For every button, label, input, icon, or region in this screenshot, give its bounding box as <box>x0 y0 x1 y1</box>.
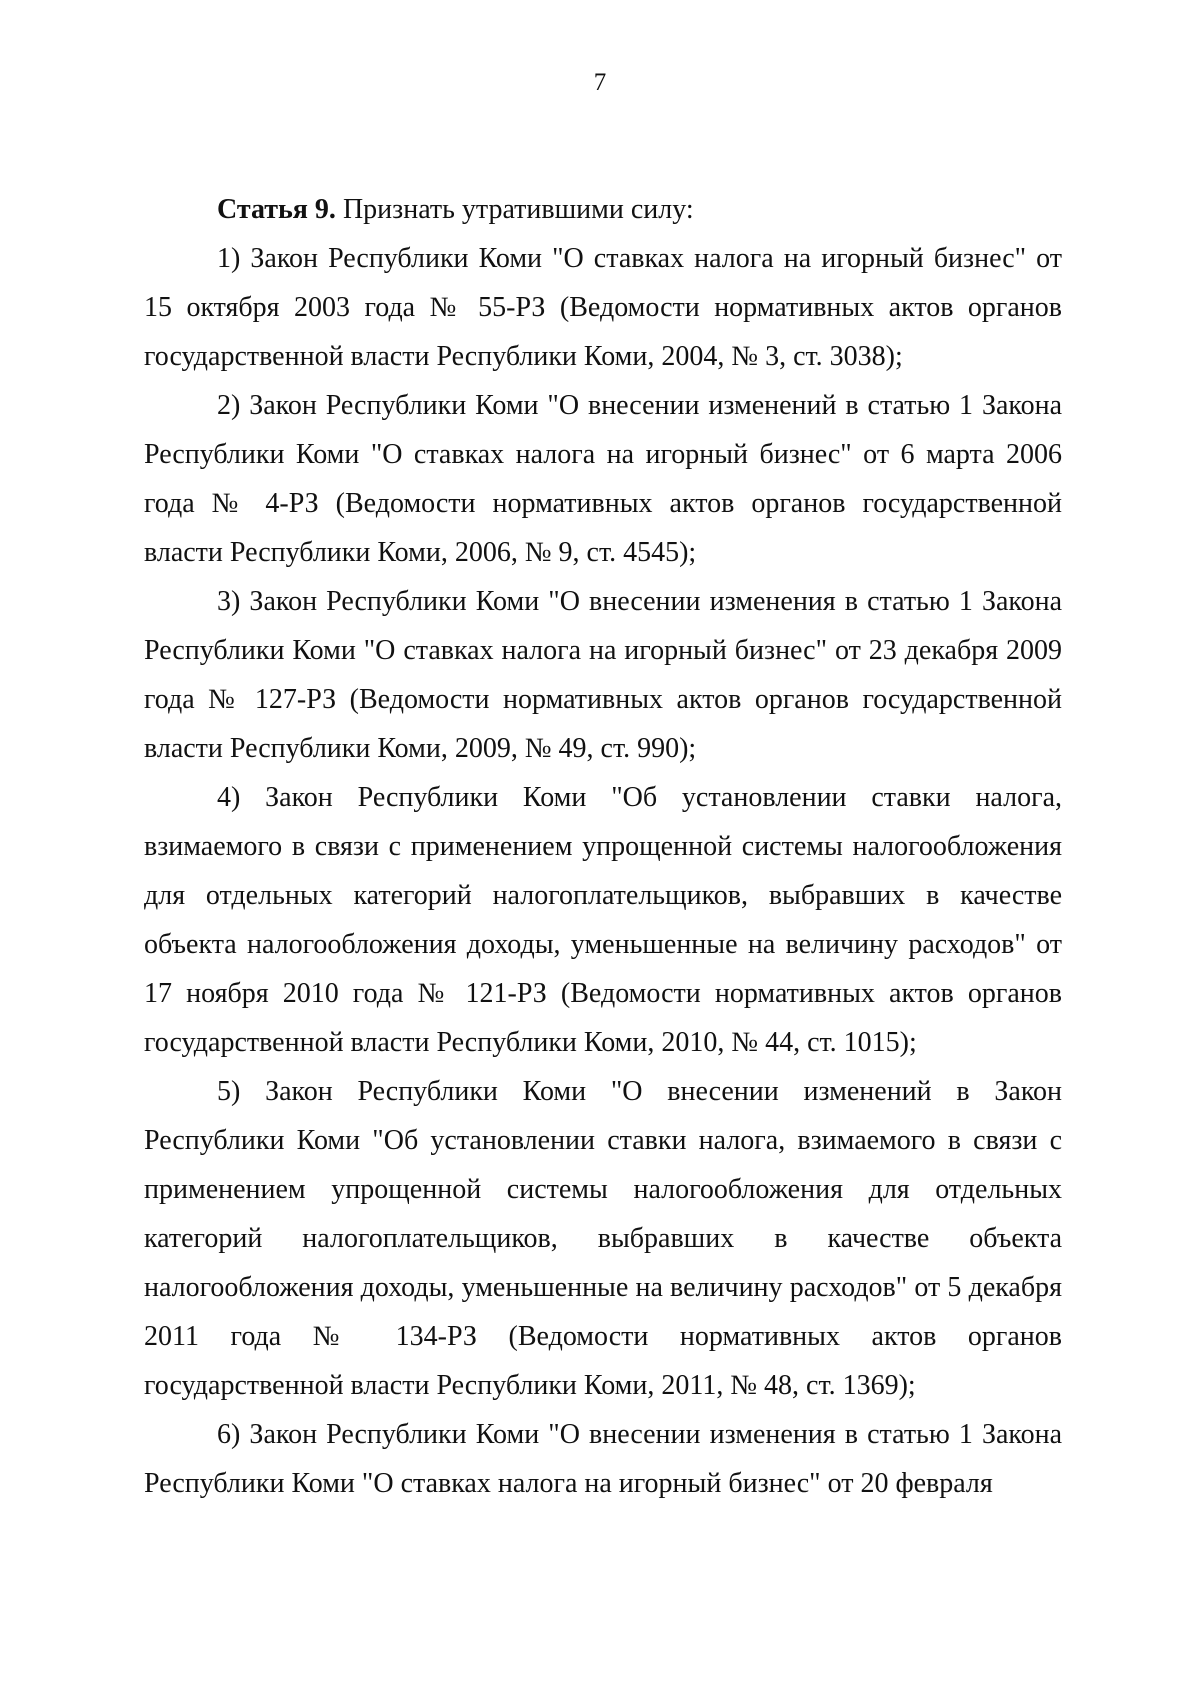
list-item-3: 3) Закон Республики Коми "О внесении изменения в статью 1 Закона Республики Коми "О ставках налога на игорный бизнес" от 23 декабря 2009 года № 127-РЗ (Ведомости нормативных актов органов государственной власти Республики Коми, 2009, № 49, ст. 990); <box>144 586 1062 764</box>
list-item-2: 2) Закон Республики Коми "О внесении изменений в статью 1 Закона Республики Коми "О ставках налога на игорный бизнес" от 6 марта 2006 года № 4-РЗ (Ведомости нормативных актов органов государственной власти Республики Коми, 2006, № 9, ст. 4545); <box>144 390 1062 568</box>
list-item-1: 1) Закон Республики Коми "О ставках налога на игорный бизнес" от 15 октября 2003 года № 55-РЗ (Ведомости нормативных актов органов государственной власти Республики Коми, 2004, № 3, ст. 3038); <box>144 243 1062 372</box>
page-number: 7 <box>593 69 607 96</box>
article-title: Статья 9. <box>217 194 336 225</box>
article-intro: Признать утратившими силу: <box>335 194 694 225</box>
list-item-5: 5) Закон Республики Коми "О внесении изменений в Закон Республики Коми "Об установлении ставки налога, взимаемого в связи с применением упрощенной системы налогообложения для отдельных категорий налогоплательщиков, выбравших в качестве объекта налогообложения доходы, уменьшенные на величину расходов" от 5 декабря 2011 года № 134-РЗ (Ведомости нормативных актов органов государственной власти Республики Коми, 2011, № 48, ст. 1369); <box>144 1076 1062 1401</box>
list-item-4: 4) Закон Республики Коми "Об установлении ставки налога, взимаемого в связи с применением упрощенной системы налогообложения для отдельных категорий налогоплательщиков, выбравших в качестве объекта налогообложения доходы, уменьшенные на величину расходов" от 17 ноября 2010 года № 121-РЗ (Ведомости нормативных актов органов государственной власти Республики Коми, 2010, № 44, ст. 1015); <box>144 782 1062 1058</box>
article-heading-paragraph <box>144 185 1062 234</box>
list-item-6: 6) Закон Республики Коми "О внесении изменения в статью 1 Закона Республики Коми "О ставках налога на игорный бизнес" от 20 февраля <box>144 1419 1062 1499</box>
document-body <box>144 185 1062 1508</box>
